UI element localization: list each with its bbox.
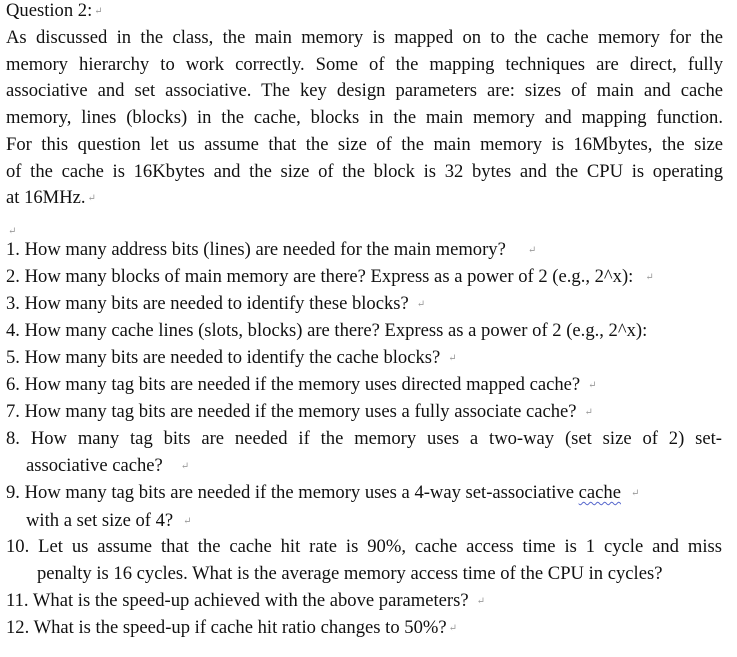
question-text: How many address bits (lines) are needed for the main memory?	[24, 239, 506, 260]
question-item-7	[6, 401, 593, 424]
question-text: What is the speed-up if cache hit ratio changes to 50%?	[33, 617, 447, 638]
question-line	[6, 428, 722, 450]
question-text: How many tag bits are needed if the memory uses directed mapped cache?	[24, 374, 581, 395]
question-item-11	[6, 590, 485, 613]
question-number: 12.	[6, 617, 30, 638]
return-mark-icon: ↵	[8, 226, 17, 237]
question-number: 8.	[6, 428, 20, 449]
question-text: How many bits are needed to identify the cache blocks?	[24, 347, 441, 368]
question-number: 7.	[6, 401, 20, 422]
question-text: How many blocks of main memory are there? Express as a power of 2 (e.g., 2^x):	[24, 266, 634, 287]
intro-line: As discussed in the class, the main memory is mapped on to the cache memory for the	[6, 27, 723, 48]
question-number: 6.	[6, 374, 20, 395]
question-text: How many tag bits are needed if the memory uses a two-way (set size of 2) set-	[30, 428, 722, 449]
question-item-8	[6, 428, 722, 478]
question-text: How many tag bits are needed if the memory uses a 4-way set-associative	[24, 482, 579, 503]
intro-paragraph	[6, 25, 723, 213]
return-mark-icon: ↵	[645, 272, 654, 283]
intro-line: of the cache is 16Kbytes and the size of the block is 32 bytes and the CPU is operating	[6, 160, 723, 182]
question-text: What is the speed-up achieved with the above parameters?	[32, 590, 469, 611]
question-item-12	[6, 617, 457, 640]
heading-text: Question 2:	[6, 0, 93, 21]
question-number: 4.	[6, 320, 20, 341]
return-mark-icon: ↵	[183, 516, 192, 527]
question-item-2	[6, 266, 654, 289]
question-text-cont: with a set size of 4?	[26, 510, 174, 531]
question-continuation	[6, 510, 639, 533]
question-number: 1.	[6, 239, 20, 260]
question-number: 11.	[6, 590, 29, 611]
question-number: 5.	[6, 347, 20, 368]
question-item-9	[6, 482, 639, 533]
question-continuation	[6, 455, 722, 478]
return-mark-icon: ↵	[448, 353, 457, 364]
question-item-5	[6, 347, 457, 370]
question-text: How many cache lines (slots, blocks) are there? Express as a power of 2 (e.g., 2^x):	[24, 320, 648, 341]
question-line	[6, 482, 639, 503]
question-text: Let us assume that the cache hit rate is 90%, cache access time is 1 cycle and miss	[38, 536, 722, 557]
return-mark-icon: ↵	[584, 407, 593, 418]
intro-line: associative and set associative. The key design parameters are: sizes of main and cache	[6, 80, 723, 102]
question-item-10	[6, 536, 722, 585]
return-mark-icon: ↵	[94, 6, 103, 17]
return-mark-icon: ↵	[630, 488, 640, 499]
question-item-6	[6, 374, 597, 397]
return-mark-icon: ↵	[448, 623, 457, 634]
spellcheck-word: cache	[578, 482, 621, 503]
return-mark-icon: ↵	[476, 596, 486, 607]
question-item-3	[6, 293, 425, 316]
question-item-4	[6, 320, 647, 342]
question-text: How many tag bits are needed if the memory uses a fully associate cache?	[24, 401, 577, 422]
question-item-1	[6, 239, 536, 262]
intro-line: memory hierarchy to work correctly. Some of the mapping techniques are direct, fully	[6, 53, 723, 75]
question-heading	[6, 0, 103, 23]
return-mark-icon: ↵	[588, 380, 597, 391]
intro-line: For this question let us assume that the size of the main memory is 16Mbytes, the size	[6, 133, 723, 155]
return-mark-icon: ↵	[87, 193, 96, 205]
question-text-cont: associative cache?	[26, 455, 163, 476]
return-mark-icon: ↵	[180, 461, 190, 472]
question-text: How many bits are needed to identify these blocks?	[24, 293, 409, 314]
intro-line-last	[6, 185, 723, 213]
question-number: 9.	[6, 482, 20, 503]
intro-line: at 16MHz.	[6, 187, 86, 209]
question-line	[6, 536, 722, 558]
question-number: 3.	[6, 293, 20, 314]
return-mark-icon: ↵	[416, 299, 426, 310]
return-mark-icon: ↵	[527, 245, 537, 256]
question-continuation: penalty is 16 cycles. What is the average memory access time of the CPU in cycles?	[37, 563, 663, 584]
question-number: 2.	[6, 266, 20, 287]
question-number: 10.	[6, 536, 30, 557]
intro-line: memory, lines (blocks) in the cache, blocks in the main memory and mapping function.	[6, 107, 723, 129]
